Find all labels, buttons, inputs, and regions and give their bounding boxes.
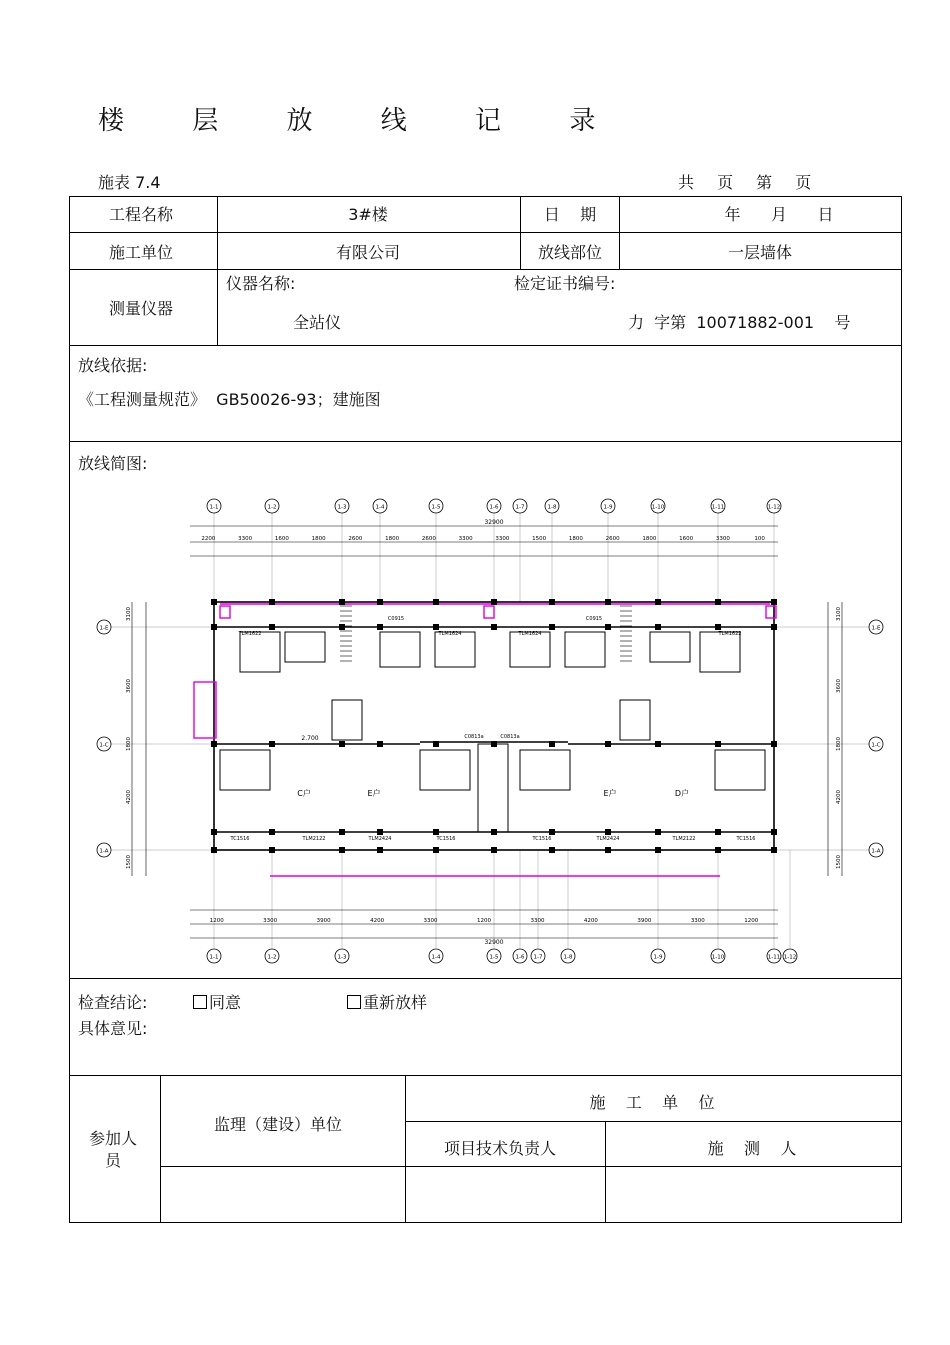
opening-label: TLM2122 — [302, 836, 326, 842]
basis-text: 《工程测量规范》 GB50026-93；建施图 — [78, 390, 381, 409]
top-dimension: 100 — [754, 536, 765, 542]
axis-label: 1-11 — [767, 954, 781, 961]
axis-label: 1-7 — [515, 504, 525, 511]
opening-label: TLM2122 — [672, 836, 696, 842]
structural-column — [339, 741, 345, 747]
axis-label: 1-3 — [337, 504, 347, 511]
structural-column — [491, 847, 497, 853]
redo-checkbox[interactable] — [347, 995, 361, 1009]
row-divider — [69, 1075, 902, 1076]
opening-label: TC1516 — [436, 836, 456, 842]
axis-label: 1-5 — [489, 954, 499, 961]
top-dimension: 2600 — [605, 536, 620, 542]
structural-column — [549, 829, 555, 835]
structural-column — [771, 829, 777, 835]
opening-label: C0813a — [464, 734, 484, 740]
structural-column — [339, 624, 345, 630]
structural-column — [269, 624, 275, 630]
bottom-dimension: 3300 — [530, 918, 545, 924]
opening-label: TC1516 — [736, 836, 756, 842]
structural-column — [433, 741, 439, 747]
bottom-dimension: 4200 — [583, 918, 598, 924]
opening-label: TLM1622 — [718, 631, 742, 637]
level-mark: 2.700 — [301, 735, 319, 742]
instrument-name-label: 仪器名称: — [226, 274, 296, 293]
col-divider — [405, 1075, 406, 1223]
top-dimension: 1600 — [679, 536, 694, 542]
agree-option[interactable] — [193, 990, 241, 1013]
top-dimension: 2600 — [348, 536, 363, 542]
opening-label: TC1516 — [230, 836, 250, 842]
top-dimension: 3300 — [238, 536, 253, 542]
structural-column — [549, 599, 555, 605]
structural-column — [655, 599, 661, 605]
axis-label: 1-10 — [711, 954, 725, 961]
structural-column — [211, 624, 217, 630]
right-dimension: 4200 — [836, 790, 842, 804]
row-divider — [69, 978, 902, 979]
row-divider — [69, 441, 902, 442]
room-label: E户 — [603, 789, 617, 798]
structural-column — [715, 624, 721, 630]
contractor-label: 施工单位 — [108, 243, 174, 262]
structural-column — [655, 829, 661, 835]
axis-label: 1-C — [99, 742, 109, 749]
row-divider — [69, 232, 902, 233]
structural-column — [339, 599, 345, 605]
bottom-dimension: 3900 — [637, 918, 652, 924]
check-label: 检查结论: — [78, 993, 148, 1012]
opening-label: TC1516 — [532, 836, 552, 842]
structural-column — [605, 599, 611, 605]
opening-label: TLM2424 — [596, 836, 620, 842]
page-count: 共 页 第 页 — [678, 173, 812, 192]
axis-label: 1-9 — [653, 954, 663, 961]
axis-label: 1-6 — [515, 954, 525, 961]
structural-column — [655, 847, 661, 853]
axis-label: 1-5 — [431, 504, 441, 511]
room-label: E户 — [367, 789, 381, 798]
certificate-label: 检定证书编号: — [514, 274, 616, 293]
structural-column — [771, 599, 777, 605]
opening-label: TLM1624 — [518, 631, 542, 637]
top-dimension: 1800 — [311, 536, 326, 542]
axis-label: 1-1 — [209, 954, 219, 961]
col-divider — [605, 1121, 606, 1223]
bottom-dimension: 1200 — [209, 918, 224, 924]
structural-column — [771, 741, 777, 747]
left-dimension: 4200 — [126, 790, 132, 804]
axis-label: 1-A — [99, 848, 109, 855]
structural-column — [269, 847, 275, 853]
axis-label: 1-4 — [431, 954, 441, 961]
top-dimension: 2200 — [201, 536, 216, 542]
axis-label: 1-10 — [651, 504, 665, 511]
axis-label: 1-7 — [533, 954, 543, 961]
structural-column — [605, 829, 611, 835]
right-dimension: 3600 — [836, 679, 842, 693]
bottom-dimension: 1200 — [744, 918, 759, 924]
structural-column — [269, 829, 275, 835]
opening-label: TLM1624 — [438, 631, 462, 637]
basis-label: 放线依据: — [78, 356, 148, 375]
structural-column — [211, 599, 217, 605]
page-title: 楼 层 放 线 记 录 — [98, 106, 626, 136]
axis-label: 1-A — [871, 848, 881, 855]
structural-column — [491, 599, 497, 605]
agree-checkbox[interactable] — [193, 995, 207, 1009]
row-divider — [160, 1166, 902, 1167]
axis-label: 1-12 — [783, 954, 797, 961]
left-dimension: 3600 — [126, 679, 132, 693]
axis-label: 1-E — [871, 625, 881, 632]
supervisor-label: 监理（建设）单位 — [213, 1115, 343, 1134]
row-divider — [69, 345, 902, 346]
structural-column — [605, 847, 611, 853]
axis-label: 1-2 — [267, 954, 277, 961]
structural-column — [433, 599, 439, 605]
date-value: 年 月 日 — [724, 205, 834, 224]
redo-label: 重新放样 — [363, 993, 428, 1012]
structural-column — [211, 847, 217, 853]
contractor-unit-label: 施 工 单 位 — [589, 1093, 715, 1112]
participants-label: 参加人员 — [88, 1129, 137, 1170]
structural-column — [269, 741, 275, 747]
structural-column — [433, 847, 439, 853]
top-dimension: 1800 — [642, 536, 657, 542]
structural-column — [377, 829, 383, 835]
project-name-label: 工程名称 — [108, 205, 174, 224]
opening-label: C0813a — [500, 734, 520, 740]
certificate-number: 力 字第 10071882-001 号 — [628, 313, 851, 332]
top-dimension: 1500 — [532, 536, 547, 542]
bottom-dimension: 3300 — [423, 918, 438, 924]
structural-column — [377, 741, 383, 747]
tech-lead-label: 项目技术负责人 — [443, 1139, 557, 1158]
axis-label: 1-9 — [603, 504, 613, 511]
axis-label: 1-3 — [337, 954, 347, 961]
top-dimension: 3300 — [495, 536, 510, 542]
top-dimension: 1800 — [385, 536, 400, 542]
left-dimension: 1500 — [126, 855, 132, 869]
row-divider — [69, 269, 902, 270]
agree-label: 同意 — [209, 993, 242, 1012]
axis-label: 1-1 — [209, 504, 219, 511]
top-dimension: 3300 — [458, 536, 473, 542]
bottom-dimension: 3300 — [263, 918, 278, 924]
bottom-dimension: 3300 — [690, 918, 705, 924]
structural-column — [771, 847, 777, 853]
structural-column — [655, 624, 661, 630]
right-dimension: 1800 — [836, 737, 842, 751]
right-dimension: 3100 — [836, 607, 842, 621]
structural-column — [491, 741, 497, 747]
right-dimension: 1500 — [836, 855, 842, 869]
left-dimension: 1800 — [126, 737, 132, 751]
axis-label: 1-8 — [547, 504, 557, 511]
instrument-label: 测量仪器 — [108, 299, 174, 318]
room-label: D户 — [674, 789, 690, 798]
structural-column — [771, 624, 777, 630]
col-divider — [619, 196, 620, 269]
col-divider — [217, 196, 218, 345]
location-value: 一层墙体 — [727, 243, 793, 262]
top-dimension: 3300 — [715, 536, 730, 542]
top-dimension: 1600 — [274, 536, 289, 542]
structural-column — [655, 741, 661, 747]
opening-label: TLM2424 — [368, 836, 392, 842]
overall-dimension: 32900 — [484, 519, 504, 526]
axis-label: 1-E — [99, 625, 109, 632]
structural-column — [377, 624, 383, 630]
structural-column — [715, 599, 721, 605]
axis-label: 1-2 — [267, 504, 277, 511]
row-divider — [405, 1121, 902, 1122]
bottom-dimension: 3900 — [316, 918, 331, 924]
floor-plan-drawing — [90, 492, 890, 970]
structural-column — [211, 741, 217, 747]
opening-label: TLM1622 — [238, 631, 262, 637]
instrument-name-value: 全站仪 — [293, 313, 342, 332]
structural-column — [377, 847, 383, 853]
col-divider — [160, 1075, 161, 1223]
structural-column — [715, 741, 721, 747]
date-label: 日 期 — [543, 205, 597, 224]
structural-column — [339, 829, 345, 835]
opening-label: C0915 — [585, 616, 603, 622]
room-label: C户 — [297, 789, 311, 798]
bottom-dimension: 1200 — [477, 918, 491, 924]
project-name-value: 3#楼 — [348, 205, 388, 224]
structural-column — [491, 829, 497, 835]
contractor-value: 有限公司 — [335, 243, 401, 262]
overall-dimension-bottom: 32900 — [484, 939, 504, 946]
structural-column — [211, 829, 217, 835]
axis-label: 1-6 — [489, 504, 499, 511]
left-dimension: 3100 — [126, 607, 132, 621]
form-number: 施表 7.4 — [98, 173, 161, 192]
structural-column — [549, 624, 555, 630]
structural-column — [491, 624, 497, 630]
structural-column — [377, 599, 383, 605]
structural-column — [715, 847, 721, 853]
structural-column — [605, 624, 611, 630]
top-dimension: 1800 — [568, 536, 583, 542]
axis-label: 1-11 — [711, 504, 725, 511]
structural-column — [549, 847, 555, 853]
surveyor-label: 施 测 人 — [707, 1139, 797, 1158]
top-dimension: 2600 — [421, 536, 436, 542]
opening-label: C0915 — [387, 616, 405, 622]
structural-column — [549, 741, 555, 747]
structural-column — [269, 599, 275, 605]
redo-option[interactable] — [347, 990, 427, 1013]
structural-column — [339, 847, 345, 853]
bottom-dimension: 4200 — [370, 918, 385, 924]
col-divider — [520, 196, 521, 269]
axis-label: 1-12 — [767, 504, 781, 511]
axis-label: 1-4 — [375, 504, 385, 511]
structural-column — [433, 624, 439, 630]
axis-label: 1-C — [871, 742, 881, 749]
structural-column — [605, 741, 611, 747]
structural-column — [715, 829, 721, 835]
axis-label: 1-8 — [563, 954, 573, 961]
structural-column — [433, 829, 439, 835]
opinion-label: 具体意见: — [78, 1019, 148, 1038]
sketch-label: 放线简图: — [78, 454, 148, 473]
location-label: 放线部位 — [537, 243, 603, 262]
